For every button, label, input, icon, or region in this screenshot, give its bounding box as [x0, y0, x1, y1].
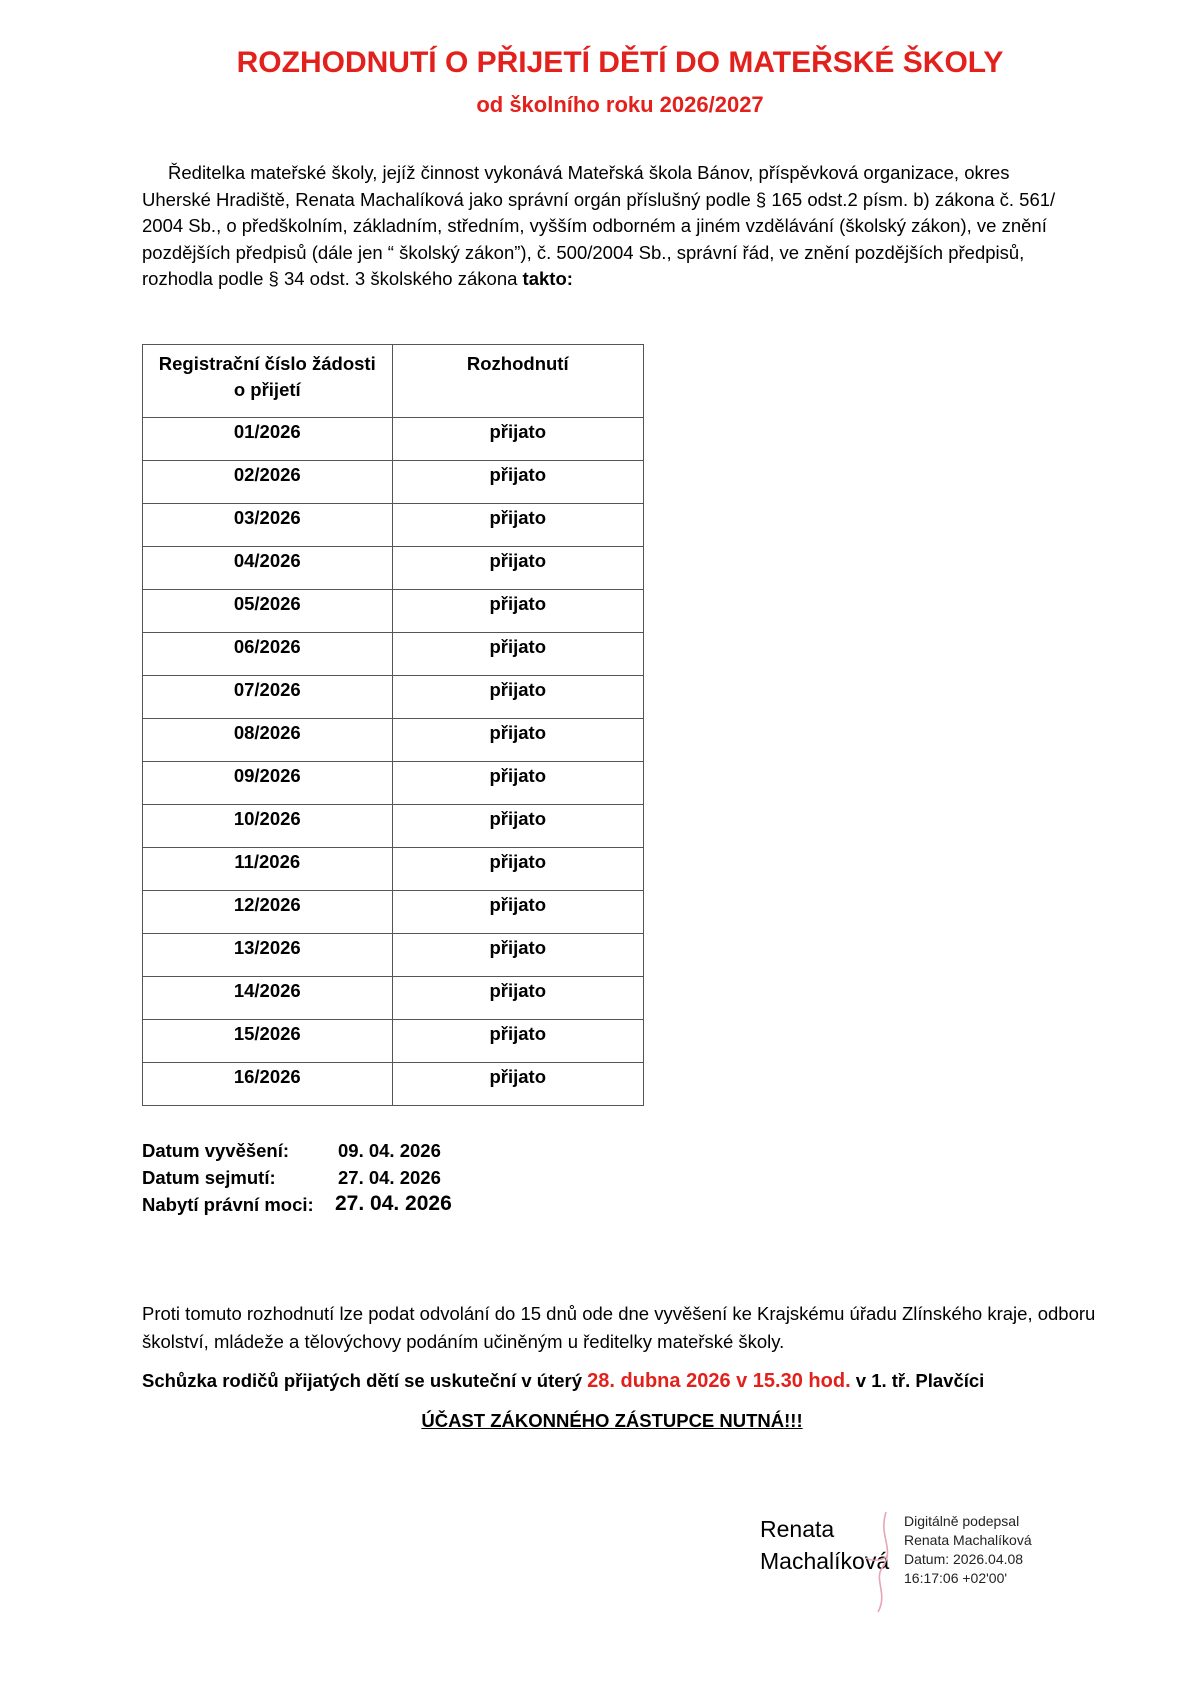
decision-cell: přijato: [392, 461, 644, 504]
registration-number-cell: 15/2026: [143, 1020, 393, 1063]
header-registration-number: Registrační číslo žádosti o přijetí: [143, 345, 393, 418]
registration-number-cell: 10/2026: [143, 805, 393, 848]
table-row: [143, 504, 644, 547]
decision-cell: přijato: [392, 676, 644, 719]
registration-number-cell: 12/2026: [143, 891, 393, 934]
decision-cell: přijato: [392, 934, 644, 977]
decision-cell: přijato: [392, 848, 644, 891]
signature-info-line3: Datum: 2026.04.08: [904, 1551, 1024, 1567]
signature-info-line4: 16:17:06 +02'00': [904, 1570, 1008, 1586]
table-row: [143, 676, 644, 719]
decision-cell: přijato: [392, 633, 644, 676]
table-row: [143, 1020, 644, 1063]
table-row: [143, 547, 644, 590]
registration-number-cell: 06/2026: [143, 633, 393, 676]
table-row: [143, 848, 644, 891]
header-decision: Rozhodnutí: [392, 345, 644, 418]
registration-number-cell: 02/2026: [143, 461, 393, 504]
date-posted-label: Datum vyvěšení:: [142, 1140, 290, 1161]
document-title: ROZHODNUTÍ O PŘIJETÍ DĚTÍ DO MATEŘSKÉ ŠKOLY: [236, 46, 1004, 79]
registration-number-cell: 01/2026: [143, 418, 393, 461]
date-posted-value: 09. 04. 2026: [338, 1140, 441, 1161]
decisions-table: [142, 344, 644, 1106]
appeal-paragraph: Proti tomuto rozhodnutí lze podat odvolání do 15 dnů ode dne vyvěšení ke Krajskému úřadu Zlínského kraje, odboru školství, mládeže a tělovýchovy podáním učiněným u ředitelky mateřské školy.: [142, 1303, 1096, 1352]
table-row: [143, 762, 644, 805]
decision-cell: přijato: [392, 719, 644, 762]
decision-cell: přijato: [392, 805, 644, 848]
decision-cell: přijato: [392, 977, 644, 1020]
table-row: [143, 633, 644, 676]
decision-cell: přijato: [392, 891, 644, 934]
table-row: [143, 977, 644, 1020]
date-removed-label: Datum sejmutí:: [142, 1167, 276, 1188]
table-row: [143, 719, 644, 762]
decision-cell: přijato: [392, 418, 644, 461]
registration-number-cell: 03/2026: [143, 504, 393, 547]
registration-number-cell: 14/2026: [143, 977, 393, 1020]
signature-last-name: Machalíková: [760, 1548, 890, 1574]
table-header-row: [143, 345, 644, 418]
meeting-line: [142, 1370, 1142, 1393]
table-row: [143, 934, 644, 977]
signature-info-line1: Digitálně podepsal: [904, 1513, 1020, 1529]
registration-number-cell: 04/2026: [143, 547, 393, 590]
registration-number-cell: 13/2026: [143, 934, 393, 977]
decision-cell: přijato: [392, 1063, 644, 1106]
table-row: [143, 891, 644, 934]
registration-number-cell: 08/2026: [143, 719, 393, 762]
registration-number-cell: 11/2026: [143, 848, 393, 891]
decision-cell: přijato: [392, 504, 644, 547]
registration-number-cell: 07/2026: [143, 676, 393, 719]
intro-paragraph: [142, 160, 1062, 293]
decision-cell: přijato: [392, 762, 644, 805]
decision-cell: přijato: [392, 1020, 644, 1063]
date-effective-value: 27. 04. 2026: [335, 1192, 452, 1215]
table-row: [143, 461, 644, 504]
signature-mark-icon: [848, 1508, 908, 1618]
intro-emphasis: takto:: [522, 268, 573, 289]
meeting-suffix: v 1. tř. Plavčíci: [855, 1370, 985, 1391]
registration-number-cell: 05/2026: [143, 590, 393, 633]
table-row: [143, 418, 644, 461]
decision-cell: přijato: [392, 547, 644, 590]
table-row: [143, 1063, 644, 1106]
intro-text: Ředitelka mateřské školy, jejíž činnost vykonává Mateřská škola Bánov, příspěvková organizace, okres Uherské Hradiště, Renata Machalíková jako správní orgán příslušný podle § 165 odst.2 písm. b) zákona č. 561/ 2004 Sb., o předškolním, základním, středním, vyšším odborném a jiném vzdělávání (školský zákon), ve znění pozdějších předpisů (dále jen “ školský zákon”), č. 500/2004 Sb., správní řád, ve znění pozdějších předpisů, rozhodla podle § 34 odst. 3 školského zákona: [142, 162, 1056, 289]
signature-info-line2: Renata Machalíková: [904, 1532, 1032, 1548]
date-removed-value: 27. 04. 2026: [338, 1167, 441, 1188]
registration-number-cell: 16/2026: [143, 1063, 393, 1106]
signature-info: [904, 1512, 1032, 1588]
registration-number-cell: 09/2026: [143, 762, 393, 805]
attendance-notice: ÚČAST ZÁKONNÉHO ZÁSTUPCE NUTNÁ!!!: [421, 1410, 803, 1431]
decision-cell: přijato: [392, 590, 644, 633]
date-effective-label: Nabytí právní moci:: [142, 1194, 314, 1215]
meeting-prefix: Schůzka rodičů přijatých dětí se uskuteční v úterý: [142, 1370, 583, 1391]
document-subtitle: od školního roku 2026/2027: [476, 92, 764, 117]
table-row: [143, 590, 644, 633]
table-row: [143, 805, 644, 848]
meeting-date-highlight: 28. dubna 2026 v 15.30 hod.: [587, 1370, 851, 1392]
signature-first-name: Renata: [760, 1516, 835, 1542]
